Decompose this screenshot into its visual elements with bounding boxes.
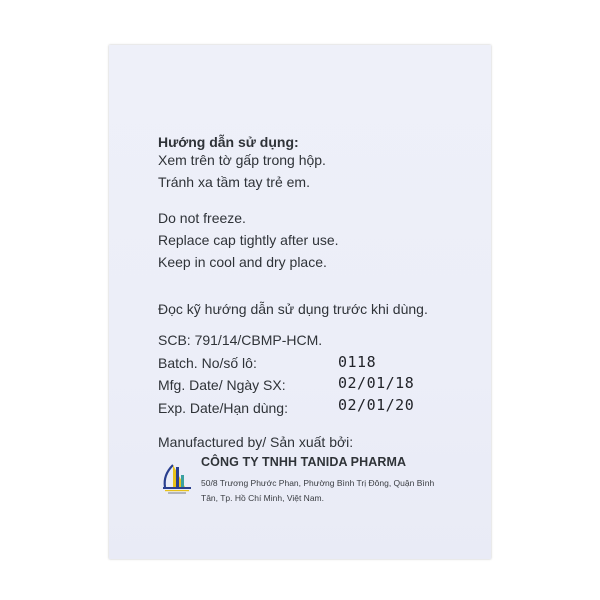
mfg-date-value: 02/01/18 <box>338 374 415 392</box>
manufacturer-label: Manufactured by/ Sản xuất bởi: <box>158 434 354 450</box>
storage-line-1: Do not freeze. <box>158 210 246 226</box>
storage-line-3: Keep in cool and dry place. <box>158 254 327 270</box>
company-name: CÔNG TY TNHH TANIDA PHARMA <box>201 455 407 469</box>
mfg-date-label: Mfg. Date/ Ngày SX: <box>158 377 286 393</box>
batch-label: Batch. No/số lô: <box>158 355 257 371</box>
registration-number: SCB: 791/14/CBMP-HCM. <box>158 332 323 348</box>
address-line-2: Tân, Tp. Hồ Chí Minh, Việt Nam. <box>201 493 324 503</box>
address-line-1: 50/8 Trương Phước Phan, Phường Bình Trị Đông, Quận Bình <box>201 478 435 488</box>
warning-text: Đọc kỹ hướng dẫn sử dụng trước khi dùng. <box>158 301 428 317</box>
storage-line-2: Replace cap tightly after use. <box>158 232 339 248</box>
instructions-heading: Hướng dẫn sử dụng: <box>158 134 299 150</box>
company-address <box>201 476 434 506</box>
label-card <box>109 45 491 559</box>
exp-date-label: Exp. Date/Hạn dùng: <box>158 400 288 416</box>
instructions-line-1: Xem trên tờ gấp trong hộp. <box>158 152 326 168</box>
exp-date-value: 02/01/20 <box>338 396 415 414</box>
tanida-logo-icon <box>159 457 197 495</box>
instructions-line-2: Tránh xa tầm tay trẻ em. <box>158 174 310 190</box>
batch-value: 0118 <box>338 353 377 371</box>
